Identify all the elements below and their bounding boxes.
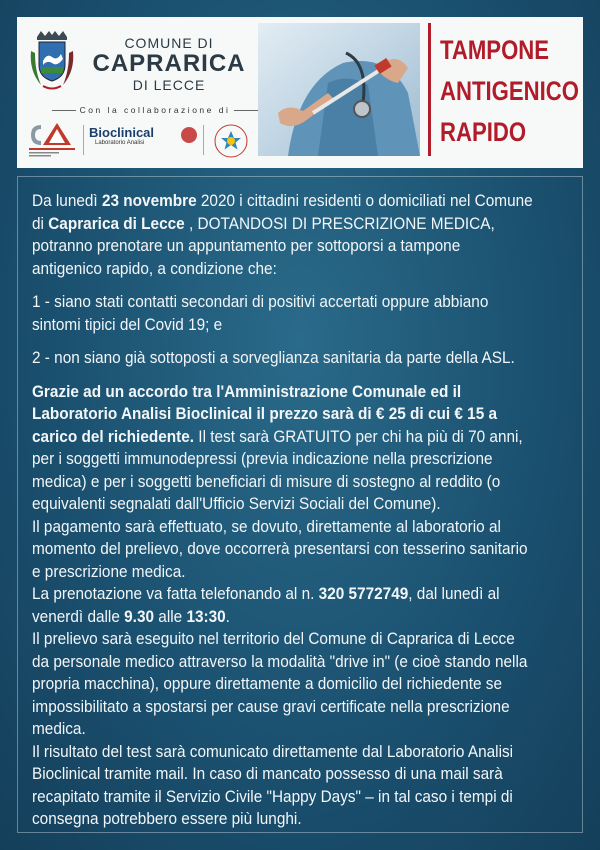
- paragraph-condition-1: 1 - siano stati contatti secondari di positivi accertati oppure abbiano sintomi tipici del Covid 19; e: [32, 293, 489, 334]
- start-time: 9.30: [124, 607, 155, 626]
- paragraph-procedure: Il prelievo sarà eseguito nel territorio del Comune di Caprarica di Lecce da personale medico attraverso la modalità "drive in" (e cioè stando nella propria macchina), oppure direttamente a domicilio del richiedente se impossibilitato a spostarsi per cause gravi certificate nella prescrizione medica.: [32, 630, 528, 738]
- text-span: .: [225, 607, 230, 626]
- end-time: 13:30: [186, 607, 226, 626]
- text-span: , DOTANDOSI DI PRESCRIZIONE MEDICA, potranno prenotare un appuntamento per sottoporsi a tampone antigenico rapido, a condizione che:: [32, 214, 495, 278]
- comune-highlight: Caprarica di Lecce: [48, 214, 185, 233]
- paragraph-results: Il risultato del test sarà comunicato direttamente dal Laboratorio Analisi Bioclinical tramite mail. In caso di mancato possesso di una mail sarà recapitato tramite il Servizio Civile "Happy Days" – in tal caso i tempi di consegna potrebbero essere più lunghi.: [32, 742, 514, 828]
- comune-line3: DI LECCE: [132, 77, 206, 93]
- phone-number: 320 5772749: [318, 585, 409, 603]
- text-span: Da lunedì: [32, 192, 102, 210]
- bioclinical-logo: [89, 125, 154, 146]
- title-line3: RAPIDO: [440, 117, 527, 147]
- paragraph-payment: Il pagamento sarà effettuato, se dovuto, direttamente al laboratorio al momento del prelievo, dove occorrerà presentarsi con tesserino sanitario e prescrizione medica.: [32, 517, 528, 581]
- paragraph-pricing: [32, 381, 534, 516]
- title-line1: TAMPONE: [440, 35, 550, 65]
- pricing-highlight: Grazie ad un accordo tra l'Amministrazione Comunale ed il Laboratorio Analisi Bioclinical il prezzo sarà di € 25 di cui € 15 a carico del richiedente.: [32, 382, 498, 446]
- swab-test-photo: [258, 23, 420, 156]
- paragraph-condition-2: 2 - non siano già sottoposti a sorveglianza sanitaria da parte della ASL.: [32, 349, 515, 367]
- comune-line2: CAPRARICA: [92, 50, 246, 77]
- text-span: 2020 i cittadini residenti o domiciliati nel Comune di: [32, 192, 533, 233]
- page-title: [440, 30, 580, 153]
- title-accent-bar: [428, 23, 431, 156]
- partner-logo-icon: [27, 121, 77, 161]
- comune-line1: COMUNE DI: [124, 35, 214, 51]
- paragraph-intro: [32, 190, 534, 280]
- paragraph-booking: [32, 583, 534, 628]
- comune-name: [85, 35, 253, 93]
- title-line2: ANTIGENICO: [440, 76, 580, 106]
- date-highlight: 23 novembre: [101, 192, 197, 210]
- logo-divider: [83, 125, 84, 155]
- servizio-civile-logo-icon: [211, 121, 251, 161]
- text-span: alle: [154, 607, 187, 626]
- municipal-crest-icon: [27, 31, 77, 93]
- logo-divider: [203, 125, 204, 155]
- text-span: Il test sarà GRATUITO per chi ha più di 70 anni, per i soggetti immunodepressi (previa indicazione nella prescrizione medica) e per i soggetti beneficiari di misure di sostegno al reddito (o equivalenti segnalati dall'Ufficio Servizi Sociali del Comune).: [32, 427, 523, 513]
- collaboration-label: Con la collaborazione di: [47, 105, 263, 115]
- body-text: [32, 190, 534, 831]
- bioclinical-mark-icon: [181, 127, 197, 143]
- text-span: La prenotazione va fatta telefonando al n.: [32, 585, 319, 603]
- text-span: , dal lunedì al venerdì dalle: [32, 585, 500, 626]
- bioclinical-name: Bioclinical: [89, 125, 155, 140]
- partner-logos: [27, 121, 265, 165]
- bioclinical-subtitle: Laboratorio Analisi: [95, 140, 145, 146]
